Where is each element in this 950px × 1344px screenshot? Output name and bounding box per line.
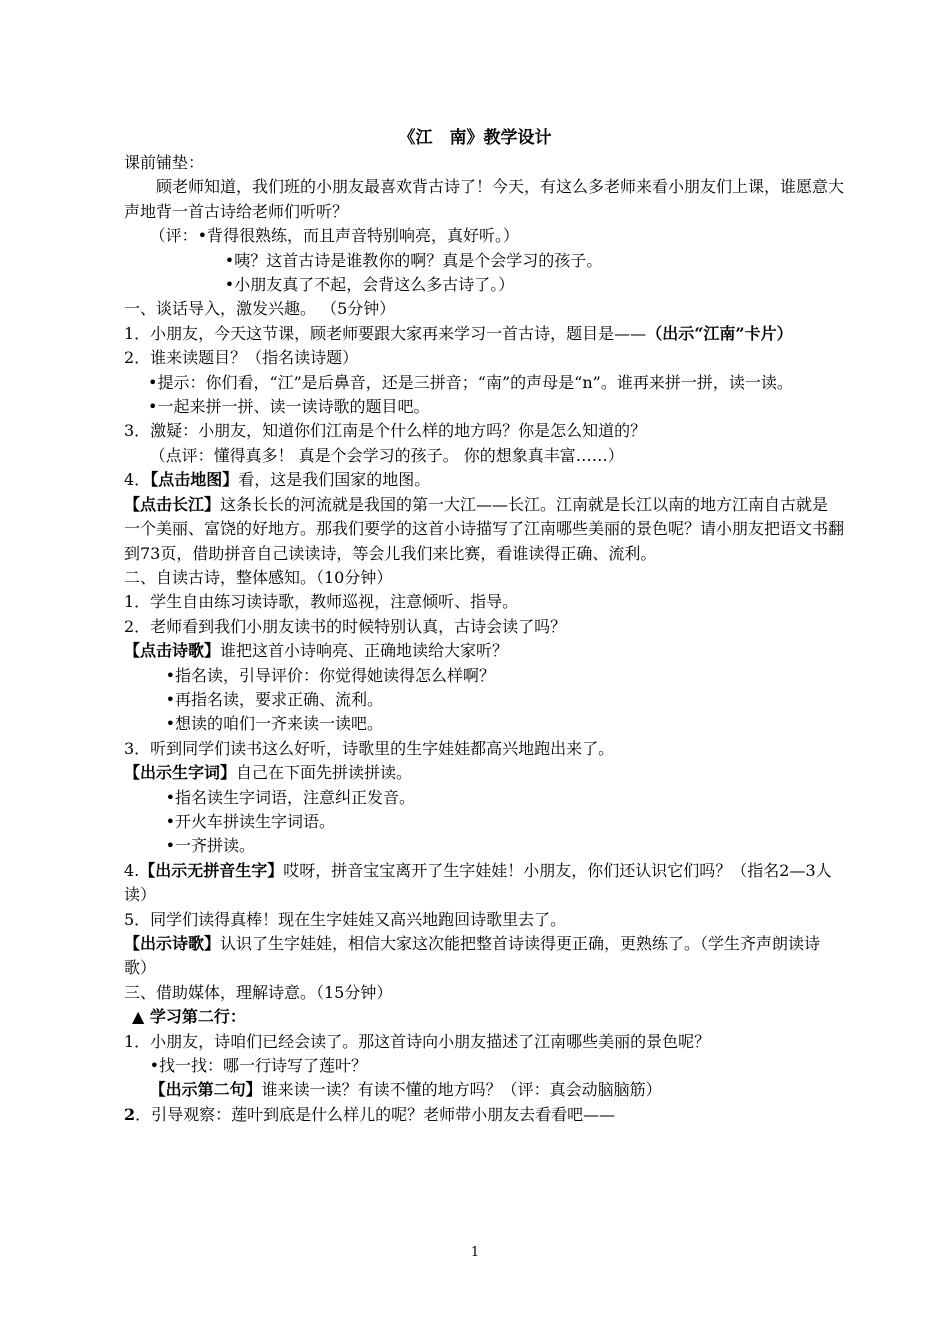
text-run: •指名读生字词语，注意纠正发音。 [165,787,416,807]
paragraph [124,371,844,395]
paragraph [124,834,844,858]
bold-text: ▲ 学习第二行： [132,1007,246,1027]
paragraph [124,810,844,834]
text-run: 课前铺垫： [124,153,205,172]
paragraph [124,737,844,761]
paragraph [124,444,844,468]
paragraph [124,395,844,419]
text-run: •提示：你们看，“江”是后鼻音，还是三拼音；“南”的声母是“n”。谁再来拼一拼，读一读。 [148,372,793,392]
text-run: 1．小朋友，今天这节课，顾老师要跟大家再来学习一首古诗，题目是—— [124,323,647,343]
text-run: 4． [124,470,151,490]
paragraph [124,590,844,614]
paragraph [124,297,844,321]
text-run: （点评：懂得真多！ 真是个会学习的孩子。 你的想象真丰富……） [149,445,624,465]
text-run: 看，这是我们国家的地图。 [238,470,431,490]
text-run: 1．学生自由练习读诗歌，教师巡视，注意倾听、指导。 [124,592,519,612]
paragraph [124,908,844,932]
text-run: •一齐拼读。 [165,836,256,856]
text-run: 谁来读一读？有读不懂的地方吗？（评：真会动脑脑筋） [261,1080,662,1100]
text-run: 2．谁来读题目？（指名读诗题） [124,348,359,368]
paragraph [124,615,844,639]
text-run: ．引导观察：莲叶到底是什么样儿的呢？老师带小朋友去看看吧—— [135,1104,616,1124]
paragraph [124,566,844,590]
paragraph [124,1005,844,1029]
text-run: 这条长长的河流就是我国的第一大江——长江。江南就是长江以南的地方江南自古就是一个美丽、富饶的好地方。那我们要学的这首小诗描写了江南哪些美丽的景色呢？请小朋友把语文书翻到73页，借助拼音自己读读诗，等会儿我们来比赛，看谁读得正确、流利。 [124,494,845,563]
text-run: 认识了生字娃娃，相信大家这次能把整首诗读得更正确，更熟练了。（学生齐声朗读诗歌） [124,934,821,978]
paragraph [124,1078,844,1102]
text-run: 二、自读古诗，整体感知。（10分钟） [124,567,393,587]
paragraph [124,175,844,224]
paragraph [124,1054,844,1078]
paragraph [124,224,844,248]
text-run: 三、借助媒体，理解诗意。（15分钟） [124,982,393,1002]
paragraph [124,273,844,297]
paragraph [124,932,844,981]
text-run: •咦？这首古诗是谁教你的啊？真是个会学习的孩子。 [224,250,603,270]
text-run: 哎呀，拼音宝宝离开了生字娃娃！小朋友，你们还认识它们吗？（指名2—3人读） [124,860,832,905]
bold-text: 【点击长江】 [124,494,221,514]
bold-text: 【点击地图】 [150,470,239,490]
paragraph [124,859,844,908]
text-run: 3．激疑：小朋友，知道你们江南是个什么样的地方吗？你是怎么知道的？ [124,421,647,441]
bold-text: 【出示无拼音生字】 [139,860,284,880]
bold-text: 【出示生字词】 [124,763,237,783]
text-run: •再指名读，要求正确、流利。 [165,689,384,709]
paragraph [124,249,844,273]
text-run: 5．同学们读得真棒！现在生字娃娃又高兴地跑回诗歌里去了。 [124,909,567,929]
text-run: •小朋友真了不起，会背这么多古诗了。） [224,275,515,295]
page-number: 1 [470,1245,480,1260]
bold-text: 【出示诗歌】 [124,934,221,953]
paragraph [124,639,844,663]
bold-text: （出示“江南”卡片） [646,323,793,343]
paragraph [124,468,844,492]
paragraph [124,1030,844,1054]
paragraph [124,346,844,370]
document-body [124,151,844,1127]
paragraph [124,981,844,1005]
paragraph [124,761,844,785]
paragraph [124,322,844,346]
text-run: 3．听到同学们读书这么好听，诗歌里的生字娃娃都高兴地跑出来了。 [124,738,615,758]
text-run: （评：•背得很熟练，而且声音特别响亮，真好听。） [149,226,520,246]
text-run: •想读的咱们一齐来读一读吧。 [165,714,384,734]
paragraph [124,688,844,712]
text-run: •开火车拼读生字词语。 [165,811,336,831]
bold-text: 【点击诗歌】 [124,641,221,661]
text-run: 谁把这首小诗响亮、正确地读给大家听？ [220,641,509,661]
text-run: •一起来拼一拼、读一读诗歌的题目吧。 [148,397,430,417]
paragraph [124,151,844,175]
text-run: 2．老师看到我们小朋友读书的时候特别认真，古诗会读了吗？ [124,616,567,636]
bold-text: 2 [124,1104,136,1124]
text-run: 顾老师知道，我们班的小朋友最喜欢背古诗了！今天，有这么多老师来看小朋友们上课，谁愿意大声地背一首古诗给老师们听听？ [124,177,845,221]
paragraph [124,664,844,688]
text-run: •找一找：哪一行诗写了莲叶？ [149,1056,368,1076]
text-run: 自己在下面先拼读拼读。 [236,763,413,783]
bold-text: 【出示第二句】 [149,1080,262,1100]
paragraph [124,493,844,566]
text-run: •指名读，引导评价：你觉得她读得怎么样啊？ [165,665,496,685]
paragraph [124,712,844,736]
paragraph [124,786,844,810]
text-run: 4. [124,860,140,880]
document-title: 《江 南》教学设计 [398,128,552,148]
text-run: 1．小朋友，诗咱们已经会读了。那这首诗向小朋友描述了江南哪些美丽的景色呢？ [124,1031,711,1051]
paragraph [124,419,844,443]
text-run: 一、谈话导入，激发兴趣。 （5分钟） [124,299,396,319]
paragraph [124,1103,844,1127]
